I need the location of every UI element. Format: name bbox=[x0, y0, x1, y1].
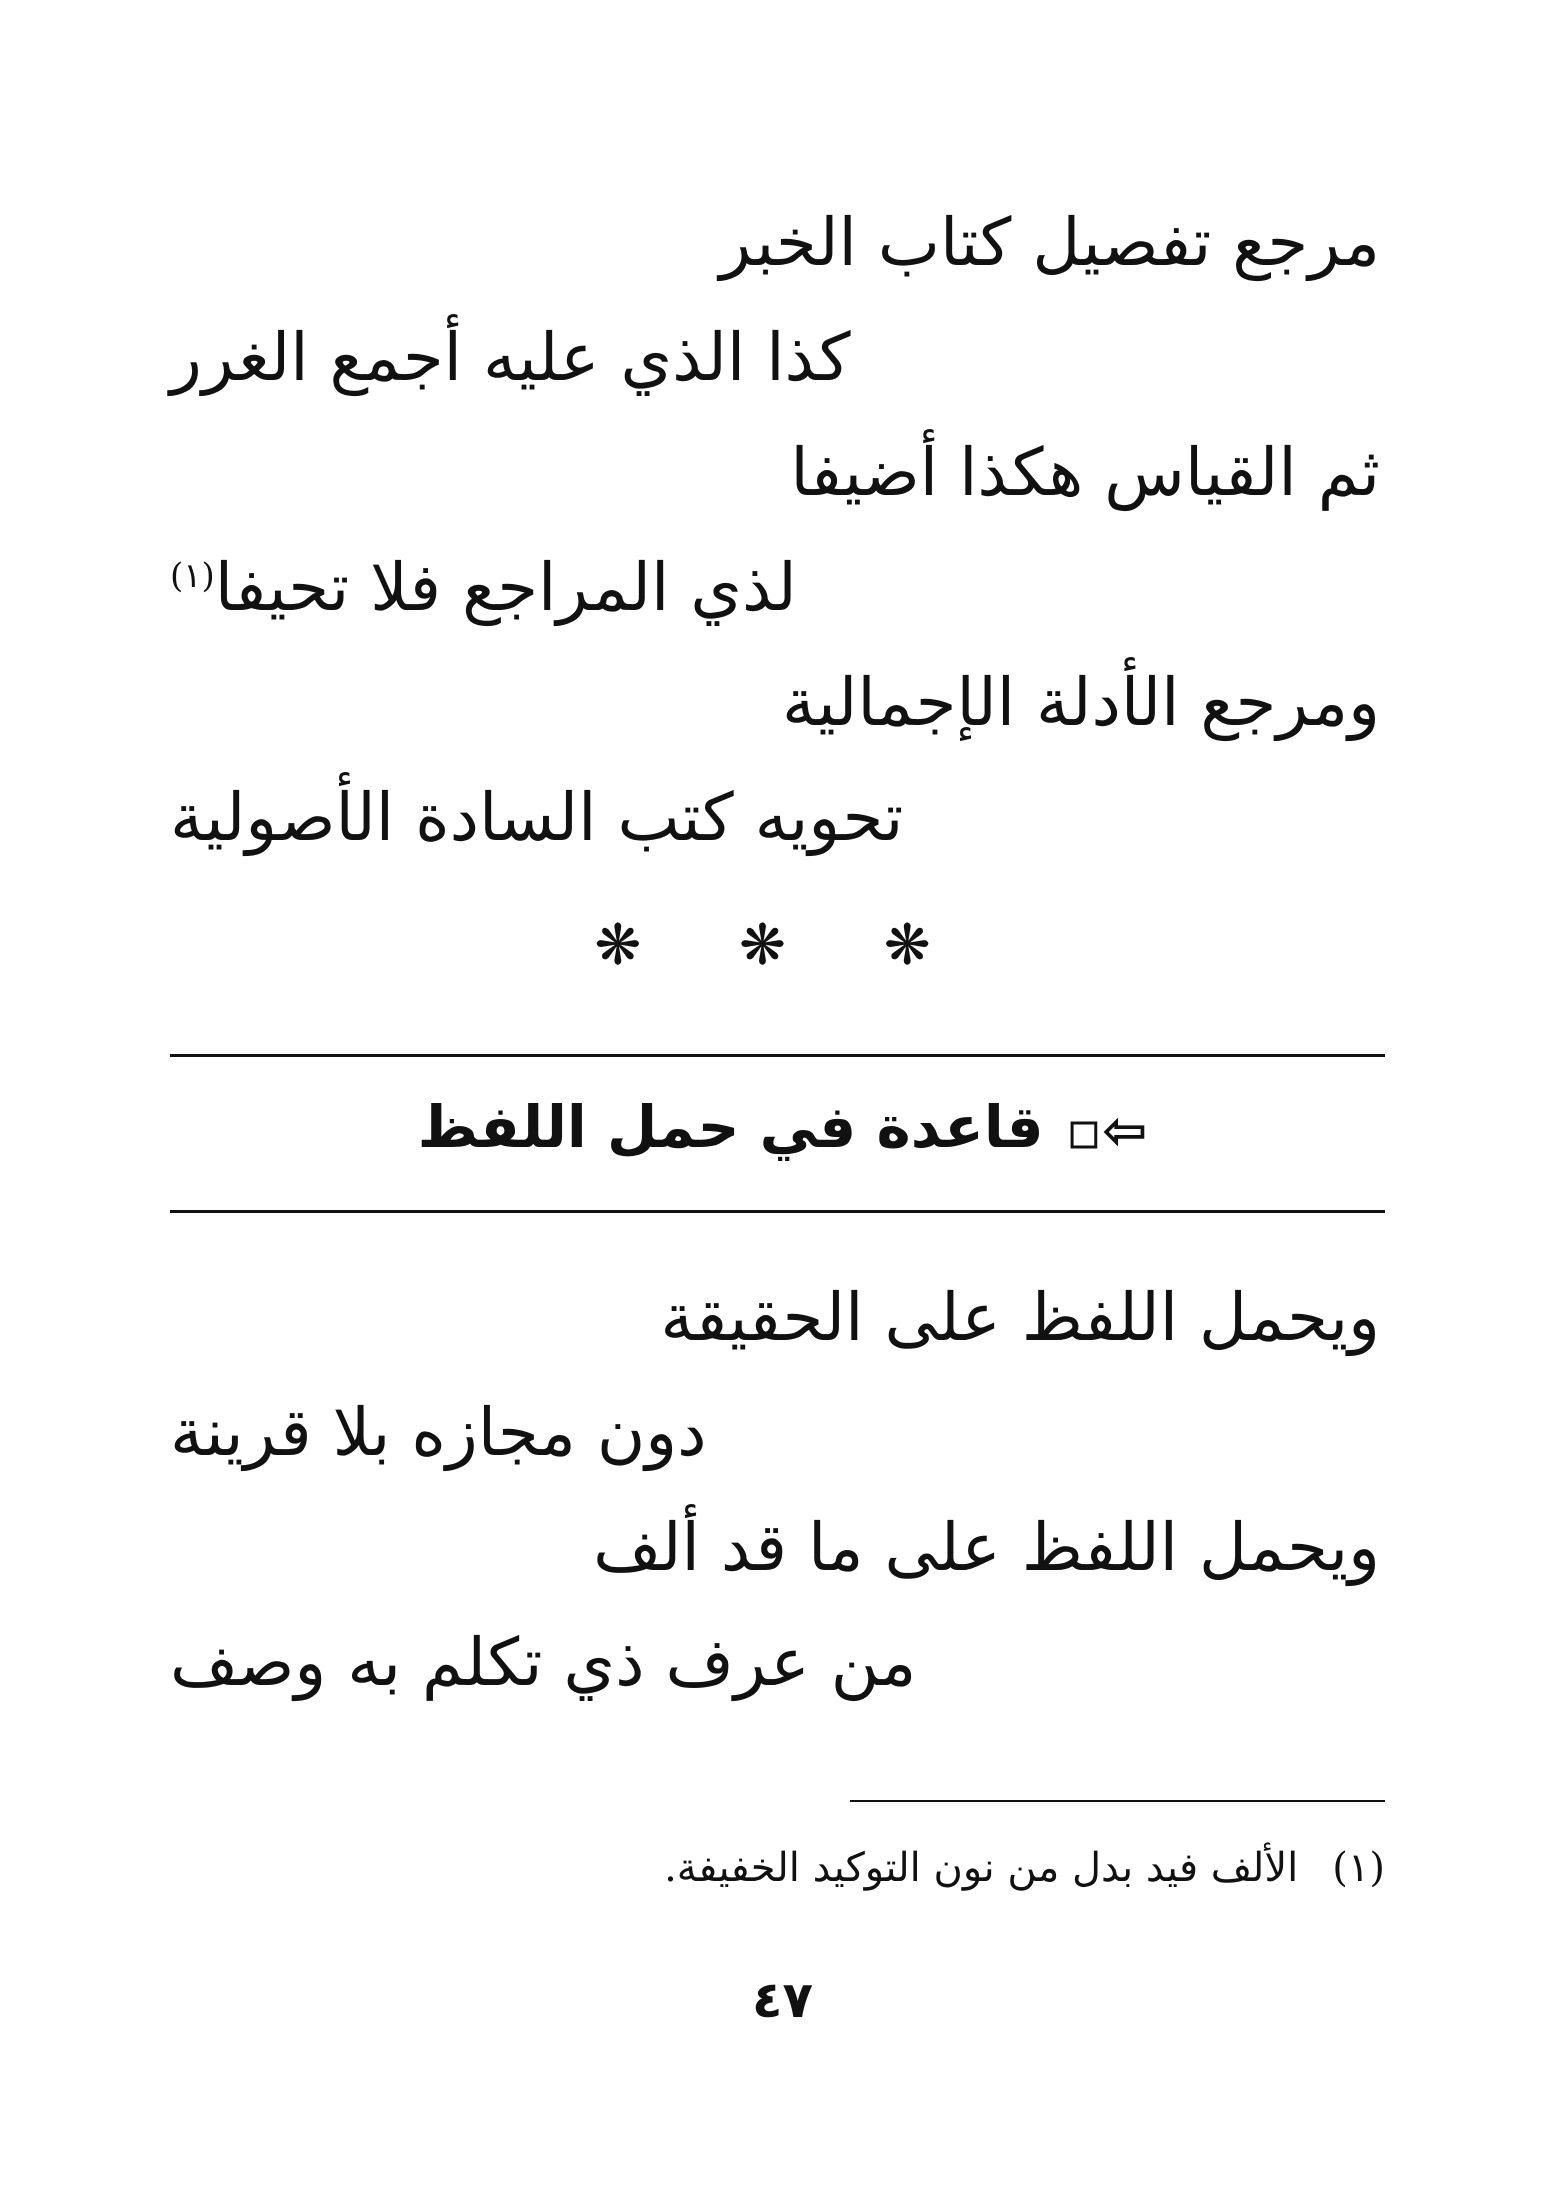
verse-2-first-hemistich: ثم القياس هكذا أضيفا bbox=[790, 434, 1380, 511]
heading-top-rule bbox=[170, 1054, 1385, 1057]
footnote-reference: (١) bbox=[170, 556, 215, 596]
footnote-marker: (١) bbox=[1332, 1845, 1385, 1891]
verse-4-first-hemistich: ويحمل اللفظ على الحقيقة bbox=[660, 1279, 1380, 1356]
verse-4-second-hemistich: دون مجازه بلا قرينة bbox=[170, 1394, 707, 1471]
arrow-left-box-icon: ⇦▫ bbox=[1065, 1098, 1148, 1162]
heading-bottom-rule bbox=[170, 1210, 1385, 1213]
verse-2-second-text: لذي المراجع فلا تحيفا bbox=[214, 549, 797, 626]
page-number: ٤٧ bbox=[751, 1971, 814, 2029]
section-heading bbox=[0, 1093, 1565, 1162]
verse-3-first-hemistich: ومرجع الأدلة الإجمالية bbox=[782, 664, 1380, 741]
verse-1-second-hemistich: كذا الذي عليه أجمع الغرر bbox=[170, 319, 851, 396]
section-heading-title: قاعدة في حمل اللفظ bbox=[417, 1093, 1044, 1161]
section-separator: ❋ ❋ ❋ bbox=[594, 913, 971, 978]
footnote bbox=[664, 1845, 1385, 1891]
verse-5-second-hemistich: من عرف ذي تكلم به وصف bbox=[170, 1624, 917, 1701]
verse-2-second-hemistich bbox=[170, 549, 797, 626]
footnote-text: الألف فيد بدل من نون التوكيد الخفيفة. bbox=[664, 1845, 1299, 1891]
verse-5-first-hemistich: ويحمل اللفظ على ما قد ألف bbox=[593, 1509, 1380, 1586]
footnote-rule bbox=[850, 1800, 1385, 1802]
verse-1-first-hemistich: مرجع تفصيل كتاب الخبر bbox=[719, 204, 1380, 281]
verse-3-second-hemistich: تحويه كتب السادة الأصولية bbox=[170, 779, 904, 856]
